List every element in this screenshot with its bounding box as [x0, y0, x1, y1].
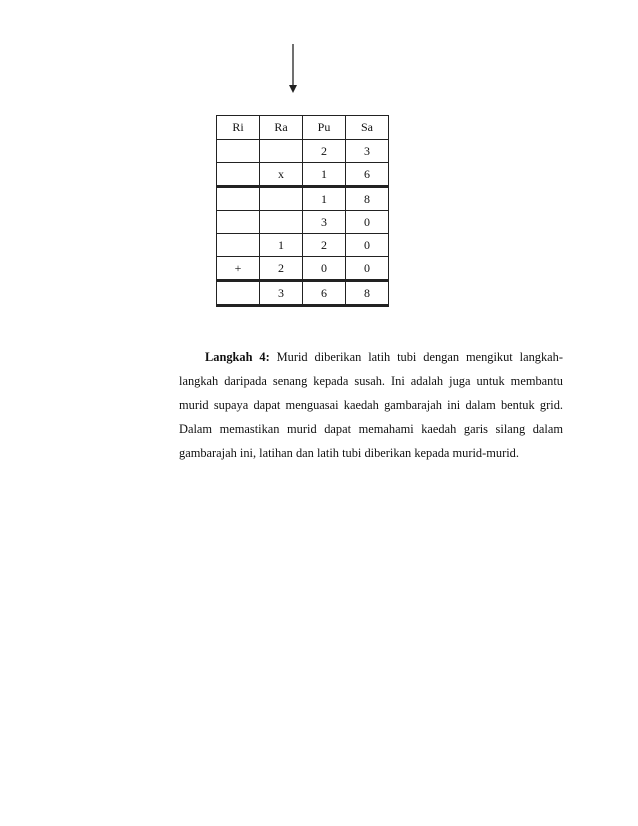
- grid-cell: 2: [303, 140, 346, 163]
- grid-cell: [217, 211, 260, 234]
- grid-cell: 3: [260, 281, 303, 306]
- grid-cell: [260, 140, 303, 163]
- grid-cell: 6: [303, 281, 346, 306]
- grid-cell: x: [260, 163, 303, 187]
- grid-row: [217, 211, 389, 234]
- step-paragraph: [179, 345, 563, 465]
- header-ri: Ri: [217, 116, 260, 140]
- grid-cell: 8: [346, 281, 389, 306]
- grid-cell: 3: [346, 140, 389, 163]
- grid-cell: 2: [260, 257, 303, 281]
- grid-cell: +: [217, 257, 260, 281]
- grid-cell: 1: [260, 234, 303, 257]
- grid-cell: 3: [303, 211, 346, 234]
- down-arrow-icon: [287, 44, 299, 94]
- grid-cell: 0: [346, 211, 389, 234]
- step-text: Murid diberikan latih tubi dengan mengikut langkah-langkah daripada senang kepada susah. Ini adalah juga untuk membantu murid supaya dapat menguasai kaedah gambarajah ini dalam bentuk grid. Dalam memastikan murid dapat memahami kaedah garis silang dalam gambarajah ini, latihan dan latih tubi diberikan kepada murid-murid.: [179, 350, 563, 460]
- grid-header-row: [217, 116, 389, 140]
- grid-row: [217, 281, 389, 306]
- header-ra: Ra: [260, 116, 303, 140]
- grid-row: [217, 234, 389, 257]
- grid-cell: 8: [346, 187, 389, 211]
- header-sa: Sa: [346, 116, 389, 140]
- grid-cell: [217, 281, 260, 306]
- grid-row: [217, 187, 389, 211]
- grid-cell: 0: [346, 257, 389, 281]
- grid-row: [217, 140, 389, 163]
- grid-cell: 0: [346, 234, 389, 257]
- grid-cell: 6: [346, 163, 389, 187]
- grid-cell: 2: [303, 234, 346, 257]
- grid-row: [217, 257, 389, 281]
- grid-cell: 1: [303, 163, 346, 187]
- step-label: Langkah 4:: [205, 350, 270, 364]
- grid-cell: 1: [303, 187, 346, 211]
- multiplication-grid: [216, 115, 389, 307]
- grid-cell: [217, 163, 260, 187]
- grid-cell: [217, 140, 260, 163]
- header-pu: Pu: [303, 116, 346, 140]
- grid-cell: [260, 187, 303, 211]
- grid-cell: 0: [303, 257, 346, 281]
- grid-cell: [260, 211, 303, 234]
- grid-cell: [217, 187, 260, 211]
- grid-cell: [217, 234, 260, 257]
- grid-row: [217, 163, 389, 187]
